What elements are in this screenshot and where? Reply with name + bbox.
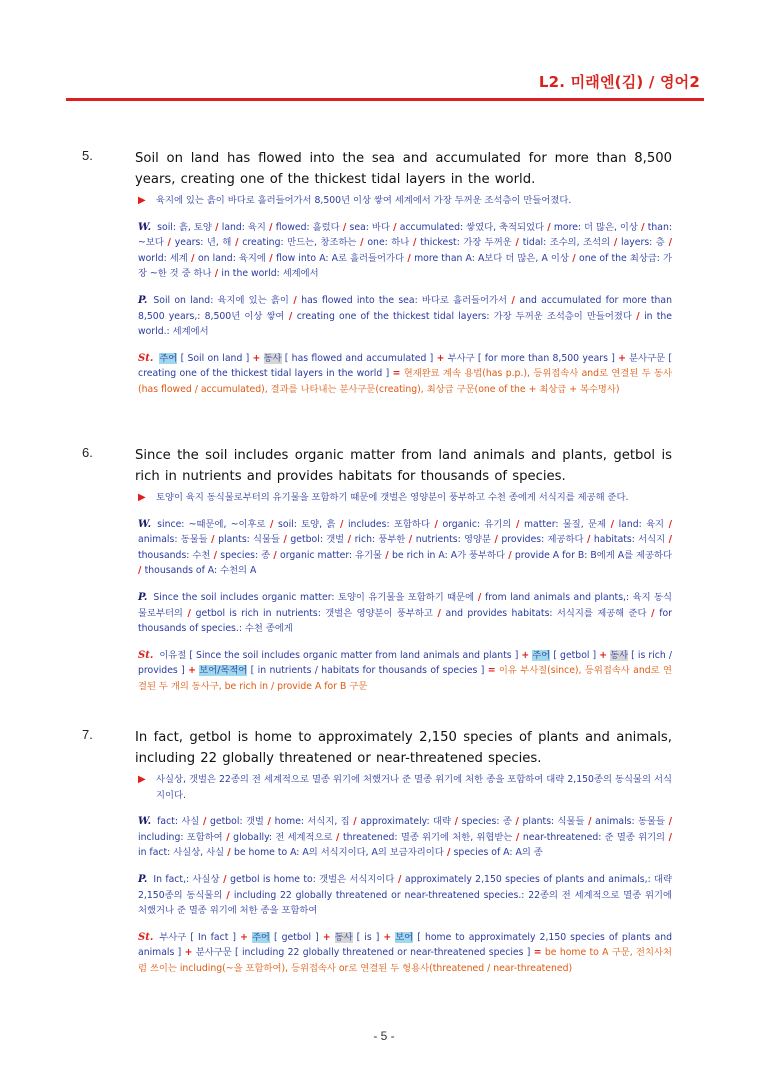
translation-text: 육지에 있는 흙이 바다로 흘러들어가서 8,500년 이상 쌓여 세계에서 가장 두꺼운 조석층이 만들어졌다. <box>156 195 572 206</box>
complement-text: [ home to approximately 2,150 species of plants and animals ] <box>138 931 673 959</box>
list-entry: habitats: 서식지 <box>593 534 666 546</box>
structure-analysis: St. 부사구 [ In fact ] + 주어 [ getbol ] + 동사 [ is ] + 보어 [ home to approximately 2,150 species of plants and animals ] + 분사구문 [ including 22 globally threatened or near-threatened species ] = be home to A 구문, 전치사처럼 쓰이는 including(~을 포함하여), 등위접속사 or로 연결된 두 형용사(threatened / near-threatened) <box>138 931 673 974</box>
list-separator: / <box>265 518 279 530</box>
list-separator: / <box>163 237 175 249</box>
complement-object-text: [ in nutrients / habitats for thousands of species ] <box>250 665 485 677</box>
list-entry: and provides habitats: 서식지를 제공해 준다 <box>445 607 647 619</box>
list-separator: / <box>450 816 462 828</box>
list-separator: / <box>631 310 645 322</box>
list-separator: / <box>270 549 281 561</box>
subject-text: [ Soil on land ] <box>180 352 250 364</box>
subject-text: [ getbol ] <box>553 649 597 661</box>
list-entry: provide A for B: B에게 A를 제공하다 <box>514 549 672 561</box>
vocab-tag: W. <box>138 816 152 828</box>
list-entry: home: 서식지, 집 <box>274 816 350 828</box>
subject-text: [ getbol ] <box>273 931 319 943</box>
list-separator: / <box>646 607 660 619</box>
list-separator: / <box>265 252 277 264</box>
list-entry: in the world.: 세계에서 <box>138 310 672 338</box>
structure-tag: St. <box>138 352 154 364</box>
list-entry: species: 종 <box>461 816 512 828</box>
reason-clause-label: 이유절 <box>159 649 187 661</box>
phrase-entries <box>138 874 672 916</box>
phrase-list <box>138 872 672 919</box>
list-entry: getbol is rich in nutrients: 갯벌은 영양분이 풍부하고 <box>195 607 433 619</box>
phrase-entries <box>138 295 672 337</box>
phrase-list <box>138 293 672 340</box>
list-separator: / <box>506 294 520 306</box>
list-separator: / <box>224 847 234 859</box>
list-entry: approximately: 대략 <box>360 816 451 828</box>
english-sentence: In fact, getbol is home to approximately 2,150 species of plants and animals, including 22 globally threatened or near-threatened species. <box>135 730 672 766</box>
list-separator: / <box>211 221 222 233</box>
list-separator: / <box>409 237 421 249</box>
list-entry: fact: 사실 <box>157 816 200 828</box>
subject-label: 주어 <box>159 352 178 364</box>
list-separator: / <box>284 310 297 322</box>
list-separator: / <box>222 889 234 901</box>
reason-clause-text: [ Since the soil includes organic matter from land animals and plants ] <box>189 649 519 661</box>
list-separator: / <box>665 831 672 843</box>
list-separator: / <box>443 847 454 859</box>
verb-label: 동사 <box>263 352 282 364</box>
list-entry: including: 포함하여 <box>138 831 223 843</box>
phrase-list <box>138 590 672 637</box>
structure-tag: St. <box>138 649 154 661</box>
participle-text: [ including 22 globally threatened or near-threatened species ] <box>235 947 531 959</box>
list-entry: including 22 globally threatened or near-threatened species.: 22종의 전 세계적으로 멸종 위기에 처했거나 준 멸종 위기에 처한 종을 포함하여 <box>138 889 672 917</box>
list-separator: / <box>187 252 198 264</box>
grammar-note: be home to A 구문, 전치사처럼 쓰이는 including(~을 포함하여), 등위접속사 or로 연결된 두 형용사(threatened / near-threatened) <box>138 947 672 974</box>
list-entry: accumulated: 쌓였다, 축적되었다 <box>399 221 544 233</box>
list-separator: / <box>265 221 276 233</box>
translation-text: 사실상, 갯벌은 22종의 전 세계적으로 멸종 위기에 처했거나 준 멸종 위기에 처한 종을 포함하여 대략 2,150종의 동식물의 서식지이다. <box>156 774 672 801</box>
list-separator: / <box>504 549 515 561</box>
list-entry: be home to A: A의 서식지이다, A의 보금자리이다 <box>233 847 444 859</box>
list-separator: / <box>199 816 211 828</box>
list-separator: / <box>664 816 672 828</box>
list-separator: / <box>288 294 302 306</box>
korean-translation <box>138 490 672 506</box>
list-separator: / <box>511 237 523 249</box>
list-entry: sea: 바다 <box>349 221 390 233</box>
phrase-tag: P. <box>138 294 148 306</box>
list-entry: flowed: 흘렀다 <box>275 221 340 233</box>
list-entry: be rich in A: A가 풍부하다 <box>391 549 505 561</box>
list-separator: / <box>512 831 523 843</box>
list-entry: provides: 제공하다 <box>501 534 584 546</box>
list-entry: has flowed into the sea: 바다로 흘러들어가서 <box>301 294 507 306</box>
triangle-arrow-icon: ▶ <box>138 195 146 206</box>
list-separator: / <box>511 816 523 828</box>
list-entry: since: ~때문에, ~이후로 <box>157 518 266 530</box>
list-separator: / <box>182 607 196 619</box>
list-entry: in the world: 세계에서 <box>221 268 319 280</box>
item-6 <box>82 445 672 695</box>
subject-label: 주어 <box>251 931 270 943</box>
list-entry: more than A: A보다 더 많은, A 이상 <box>414 252 569 264</box>
verb-text: [ is rich / provides ] <box>138 649 672 677</box>
complement-label: 보어 <box>395 931 414 943</box>
adverb-phrase-text: [ In fact ] <box>190 931 237 943</box>
list-entry: more: 더 많은, 이상 <box>553 221 638 233</box>
verb-label: 동사 <box>334 931 353 943</box>
list-entry: plants: 식물들 <box>218 534 280 546</box>
list-entry: one of the 최상급: 가장 ~한 것 중 하나 <box>138 252 672 280</box>
list-entry: creating one of the thickest tidal layers: 가장 두꺼운 조석층이 만들어졌다 <box>296 310 632 322</box>
list-entry: organic: 유기의 <box>442 518 512 530</box>
adverb-phrase-label: 부사구 <box>447 352 475 364</box>
list-separator: / <box>210 549 221 561</box>
list-entry: on land: 육지에 <box>197 252 266 264</box>
list-entry: plants: 식물들 <box>522 816 585 828</box>
list-entry: matter: 물질, 문제 <box>523 518 606 530</box>
grammar-note: 이유 부사절(since), 등위접속사 and로 연결된 두 개의 동사구, be rich in / provide A for B 구문 <box>138 665 672 692</box>
translation-text: 토양이 육지 동식물로부터의 유기물을 포함하기 때문에 갯벌은 영양분이 풍부하고 수천 종에게 서식지를 제공해 준다. <box>156 492 629 503</box>
list-separator: / <box>490 534 502 546</box>
list-entry: land: 육지 <box>221 221 266 233</box>
vocab-tag: W. <box>138 518 152 530</box>
list-entry: from land animals and plants,: 육지 동식물로부터의 <box>138 591 672 619</box>
list-entry: getbol: 갯벌 <box>210 816 264 828</box>
list-separator: / <box>138 565 145 577</box>
list-entry: than: ~보다 <box>138 221 672 249</box>
vocab-tag: W. <box>138 221 152 233</box>
phrase-tag: P. <box>138 591 148 603</box>
list-entry: nutrients: 영양분 <box>415 534 491 546</box>
list-entry: In fact,: 사실상 <box>153 873 220 885</box>
item-5 <box>82 148 672 398</box>
grammar-note: 현재완료 계속 용법(has p.p.), 등위접속사 and로 연결된 두 동사(has flowed / accumulated), 결과를 나타내는 분사구문(creating), 최상급 구문(one of the + 최상급 + 복수명사) <box>138 368 672 395</box>
list-separator: / <box>664 518 673 530</box>
list-entry: rich: 풍부한 <box>354 534 406 546</box>
list-separator: / <box>207 534 219 546</box>
page-number: - 5 - <box>373 1029 395 1043</box>
list-separator: / <box>605 518 619 530</box>
item-number: 5. <box>82 148 93 163</box>
list-separator: / <box>405 534 416 546</box>
list-separator: / <box>584 816 596 828</box>
participle-text: [ creating one of the thickest tidal layers in the world ] <box>138 352 672 380</box>
list-separator: / <box>432 607 446 619</box>
list-separator: / <box>610 237 622 249</box>
item-number: 6. <box>82 445 93 460</box>
list-entry: animals: 동물들 <box>138 534 208 546</box>
list-entry: Soil on land: 육지에 있는 흙이 <box>153 294 289 306</box>
list-entry: globally: 전 세계적으로 <box>233 831 333 843</box>
list-separator: / <box>382 549 392 561</box>
list-entry: flow into A: A로 흘러들어가다 <box>276 252 404 264</box>
list-separator: / <box>349 816 361 828</box>
structure-analysis: St. 주어 [ Soil on land ] + 동사 [ has flowed and accumulated ] + 부사구 [ for more than 8,500 years ] + 분사구문 [ creating one of the thickest tidal layers in the world ] = 현재완료 계속 용법(has p.p.), 등위접속사 and로 연결된 두 동사(has flowed / accumulated), 결과를 나타내는 분사구문(creating), 최상급 구문(one of the + 최상급 + 복수명사) <box>138 352 672 395</box>
list-entry: layers: 층 <box>621 237 665 249</box>
participle-label: 분사구문 <box>195 947 232 959</box>
list-separator: / <box>263 816 275 828</box>
list-entry: for thousands of species.: 수천 종에게 <box>138 607 672 635</box>
list-entry: thousands: 수천 <box>138 549 211 561</box>
verb-text: [ has flowed and accumulated ] <box>284 352 434 364</box>
list-separator: / <box>344 534 355 546</box>
list-separator: / <box>279 534 291 546</box>
item-7 <box>82 727 672 977</box>
list-entry: tidal: 조수의, 조석의 <box>522 237 611 249</box>
english-sentence: Since the soil includes organic matter from land animals and plants, getbol is rich in nutrients and provides habitats for thousands of species. <box>135 448 672 484</box>
adverb-phrase-text: [ for more than 8,500 years ] <box>477 352 615 364</box>
list-entry: threatened: 멸종 위기에 처한, 위협받는 <box>342 831 513 843</box>
list-separator: / <box>543 221 554 233</box>
triangle-arrow-icon: ▶ <box>138 492 146 503</box>
list-entry: thousands of A: 수천의 A <box>144 565 257 577</box>
list-separator: / <box>664 237 672 249</box>
list-entry: thickest: 가장 두꺼운 <box>420 237 512 249</box>
korean-translation <box>138 193 672 209</box>
list-entry: getbol: 갯벌 <box>290 534 345 546</box>
list-entry: years: 년, 해 <box>174 237 232 249</box>
header-divider <box>66 98 704 101</box>
list-separator: / <box>211 268 222 280</box>
list-entry: near-threatened: 준 멸종 위기의 <box>522 831 666 843</box>
list-entry: creating: 만드는, 창조하는 <box>242 237 357 249</box>
korean-translation <box>138 772 672 803</box>
phrase-entries <box>138 592 672 634</box>
list-entry: approximately 2,150 species of plants and animals,: 대략 2,150종의 동식물의 <box>138 873 673 901</box>
english-sentence: Soil on land has flowed into the sea and accumulated for more than 8,500 years, creating one of the thickest tidal layers in the world. <box>135 151 672 187</box>
list-entry: species of A: A의 종 <box>453 847 543 859</box>
subject-label: 주어 <box>532 649 551 661</box>
list-separator: / <box>665 534 672 546</box>
list-entry: soil: 토양, 흙 <box>278 518 336 530</box>
list-separator: / <box>568 252 580 264</box>
list-entry: Since the soil includes organic matter: 토양이 유기물을 포함하기 때문에 <box>153 591 475 603</box>
list-entry: animals: 동물들 <box>595 816 665 828</box>
adverb-phrase-label: 부사구 <box>159 931 187 943</box>
page-header-title: L2. 미래엔(김) / 영어2 <box>538 73 700 91</box>
list-separator: / <box>403 252 415 264</box>
vocab-list <box>138 220 672 282</box>
list-separator: / <box>474 591 486 603</box>
list-entry: includes: 포함하다 <box>347 518 430 530</box>
list-entry: organic matter: 유기물 <box>280 549 383 561</box>
list-separator: / <box>511 518 524 530</box>
list-separator: / <box>222 831 234 843</box>
vocab-entries <box>138 519 672 577</box>
vocab-entries <box>138 816 672 858</box>
complement-object-label: 보어/목적어 <box>199 665 248 677</box>
list-entry: world: 세계 <box>138 252 188 264</box>
list-separator: / <box>335 518 348 530</box>
list-entry: getbol is home to: 갯벌은 서식지이다 <box>230 873 395 885</box>
list-entry: one: 하나 <box>367 237 410 249</box>
list-separator: / <box>394 873 406 885</box>
list-entry: and accumulated for more than 8,500 years,: 8,500년 이상 쌓여 <box>138 294 673 322</box>
structure-tag: St. <box>138 931 154 943</box>
list-entry: soil: 흙, 토양 <box>157 221 212 233</box>
list-separator: / <box>219 873 231 885</box>
list-separator: / <box>356 237 368 249</box>
verb-label: 동사 <box>610 649 629 661</box>
list-separator: / <box>339 221 350 233</box>
list-separator: / <box>429 518 443 530</box>
structure-analysis: St. 이유절 [ Since the soil includes organic matter from land animals and plants ] + 주어 [ getbol ] + 동사 [ is rich / provides ] + 보어/목적어 [ in nutrients / habitats for thousands of species ] = 이유 부사절(since), 등위접속사 and로 연결된 두 개의 동사구, be rich in / provide A for B 구문 <box>138 649 672 692</box>
vocab-list <box>138 517 672 579</box>
participle-label: 분사구문 <box>629 352 666 364</box>
list-entry: species: 종 <box>220 549 271 561</box>
list-separator: / <box>583 534 594 546</box>
vocab-list <box>138 814 672 861</box>
phrase-tag: P. <box>138 873 148 885</box>
list-separator: / <box>637 221 648 233</box>
list-separator: / <box>231 237 243 249</box>
verb-text: [ is ] <box>356 931 380 943</box>
list-separator: / <box>389 221 400 233</box>
list-entry: in fact: 사실상, 사실 <box>138 847 225 859</box>
vocab-entries <box>138 222 672 280</box>
item-number: 7. <box>82 727 93 742</box>
list-separator: / <box>332 831 343 843</box>
list-entry: land: 육지 <box>618 518 665 530</box>
triangle-arrow-icon: ▶ <box>138 774 146 785</box>
